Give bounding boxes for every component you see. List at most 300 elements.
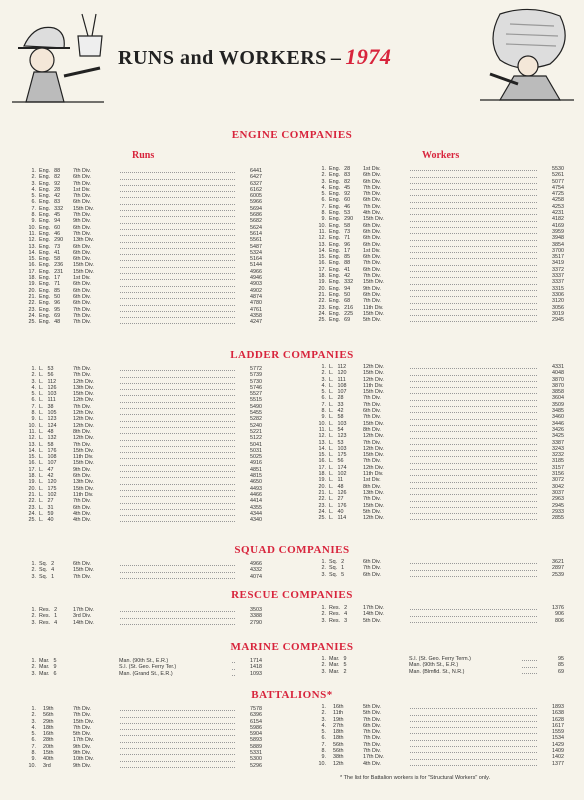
dot-leader: [120, 286, 235, 287]
value: 5025: [250, 454, 262, 461]
value: 1402: [552, 754, 564, 761]
division: 7th Div.: [73, 724, 91, 731]
rank: 22.: [28, 300, 36, 307]
company-type: Eng.: [329, 304, 341, 311]
company-number: 58: [54, 256, 61, 263]
rank: 6.: [321, 197, 326, 204]
company-type: Res.: [329, 617, 341, 624]
value: 3037: [552, 489, 564, 496]
rank: 3.: [321, 716, 326, 723]
company-number: 114: [337, 515, 347, 522]
rank: 1.: [321, 704, 326, 710]
division: 15th Div.: [73, 718, 94, 725]
value: 5221: [250, 428, 262, 435]
rank: 8.: [31, 750, 36, 757]
value: 3387: [552, 439, 564, 446]
company-number: 56th: [333, 748, 344, 755]
value: 6427: [250, 174, 262, 181]
dot-leader: [410, 419, 537, 420]
rank: 6.: [31, 397, 36, 404]
dot-leader: [410, 400, 537, 401]
company-type: L.: [39, 479, 44, 486]
value: 3503: [250, 607, 262, 613]
dot-leader: [410, 456, 537, 457]
company-type: L.: [39, 498, 44, 505]
company-type: L.: [39, 378, 44, 385]
dot-leader: [410, 227, 537, 228]
value: 5746: [250, 384, 262, 391]
rank: 21.: [318, 291, 326, 298]
company-type: L.: [329, 395, 334, 402]
value: 1617: [552, 722, 564, 729]
value: 5515: [250, 397, 262, 404]
division: 7th Div.: [73, 366, 91, 372]
division: 4th Div.: [363, 210, 381, 217]
rank: 4.: [31, 186, 36, 193]
division: 4th Div.: [73, 517, 91, 524]
rank: 2.: [321, 611, 326, 618]
list-item: [314, 618, 564, 624]
rank: 9.: [321, 754, 326, 761]
value: 4247: [250, 319, 262, 326]
dot-leader: [120, 578, 235, 579]
rank: 2.: [321, 370, 326, 377]
division: 12th Div.: [363, 464, 384, 471]
value: 5296: [250, 762, 262, 769]
company-number: 4: [54, 619, 58, 626]
value: 5904: [250, 731, 262, 738]
company-type: Eng.: [329, 317, 341, 324]
dot-leader: [120, 317, 235, 318]
rank: 9.: [31, 218, 36, 225]
value: 3604: [552, 395, 564, 402]
value: 3157: [552, 464, 564, 471]
value: 4815: [250, 473, 262, 480]
value: 3446: [552, 420, 564, 427]
value: 3854: [552, 241, 564, 248]
value: 5986: [250, 724, 262, 731]
company-type: L.: [39, 416, 44, 423]
company-number: 56: [47, 372, 54, 379]
company-number: 5: [53, 658, 57, 664]
company-number: 112: [337, 364, 347, 370]
rank: 11.: [318, 228, 326, 235]
company-type: Eng.: [39, 230, 51, 237]
rank: 22.: [28, 498, 36, 505]
ladder-workers-list: [314, 364, 564, 521]
dot-leader: [120, 254, 235, 255]
value: 4650: [250, 479, 262, 486]
rank: 9.: [321, 414, 326, 421]
dot-leader: [120, 248, 235, 249]
value: 2945: [552, 317, 564, 324]
company-type: L.: [39, 384, 44, 391]
rank: 8.: [31, 212, 36, 219]
dot-leader: [120, 235, 235, 236]
value: 2963: [552, 496, 564, 503]
company-type: L.: [39, 422, 44, 429]
dot-leader: [120, 761, 235, 762]
battalions-workers-list: [314, 704, 564, 767]
dot-leader: [120, 305, 235, 306]
company-number: 4: [51, 567, 55, 574]
rank: 5.: [31, 391, 36, 398]
value: 5031: [250, 447, 262, 454]
company-type: Eng.: [329, 184, 341, 191]
company-number: 41: [344, 266, 351, 273]
rank: 2.: [31, 567, 36, 574]
division: 4th Div.: [363, 760, 381, 767]
rank: 20.: [318, 483, 326, 490]
company-number: 102: [47, 491, 57, 498]
rank: 13.: [318, 241, 326, 248]
dot-leader: [120, 395, 235, 396]
value: 1376: [552, 605, 564, 611]
company-name: [36, 620, 73, 626]
division: 7th Div.: [73, 306, 91, 313]
rank: 3.: [31, 670, 36, 677]
division: 7th Div.: [73, 706, 91, 712]
company-type: L.: [39, 397, 44, 404]
company-type: L.: [39, 441, 44, 448]
company-number: 28: [54, 186, 61, 193]
company-type: L.: [39, 403, 44, 410]
company-number: 92: [54, 180, 61, 187]
value: 3485: [552, 408, 564, 415]
company-type: Eng.: [39, 306, 51, 313]
value: 5694: [250, 205, 262, 212]
rank: 3.: [321, 178, 326, 185]
company-number: 175: [337, 452, 347, 459]
dot-leader: [410, 303, 537, 304]
company-number: 111: [337, 376, 346, 383]
dot-leader: [120, 197, 235, 198]
company-number: 19th: [333, 716, 344, 723]
value: 3460: [552, 414, 564, 421]
rank: 7.: [321, 401, 326, 408]
rank: 11.: [28, 230, 36, 237]
value: 3072: [552, 477, 564, 484]
company-type: Mar.: [39, 670, 50, 677]
rank: 12.: [28, 237, 36, 244]
dot-leader: [120, 465, 235, 466]
division: 7th Div.: [363, 735, 381, 742]
division: 6th Div.: [73, 224, 91, 231]
value: 5614: [250, 230, 262, 237]
company-type: Eng.: [39, 186, 51, 193]
rank: 6.: [321, 735, 326, 742]
division: 12th Div.: [363, 515, 384, 522]
division: S.I. (St. Geo. Ferry Term.): [409, 656, 471, 662]
runs-heading: Runs: [132, 150, 155, 161]
division: 7th Div.: [363, 729, 381, 736]
dot-leader: [410, 622, 537, 623]
rank: 9.: [321, 216, 326, 223]
value: 5282: [250, 416, 262, 423]
dot-leader: [120, 503, 235, 504]
value: 4253: [552, 203, 564, 210]
company-type: Mar.: [329, 662, 340, 669]
division: 17th Div.: [363, 605, 384, 611]
company-number: 103: [337, 420, 347, 427]
value: 1714: [250, 658, 262, 664]
value: 5561: [250, 237, 262, 244]
rank: 4.: [31, 724, 36, 731]
value: 3185: [552, 458, 564, 465]
dot-leader: [120, 572, 235, 573]
value: 4851: [250, 466, 262, 473]
dot-leader: [410, 387, 537, 388]
marine-runs-list: [24, 658, 262, 677]
company-type: Eng.: [329, 235, 341, 242]
division: 15th Div.: [73, 447, 94, 454]
company-type: Eng.: [329, 210, 341, 217]
company-number: 3rd: [43, 762, 51, 769]
rank: 24.: [318, 508, 326, 515]
value: 1409: [552, 748, 564, 755]
division: 5th Div.: [363, 617, 381, 624]
company-number: 1: [54, 613, 58, 620]
dot-leader: [410, 177, 537, 178]
rank: 4.: [321, 722, 326, 729]
division: 9th Div.: [73, 466, 91, 473]
value: 4903: [250, 281, 262, 288]
rank: 1.: [31, 658, 36, 664]
company-number: 18th: [333, 729, 344, 736]
division: 7th Div.: [363, 184, 381, 191]
value: 4946: [250, 275, 262, 282]
company-number: 27: [47, 498, 54, 505]
list-item: [24, 763, 262, 769]
division: 6th Div.: [73, 174, 91, 181]
division: 17th Div.: [363, 754, 384, 761]
rank: 17.: [28, 466, 36, 473]
dot-leader: [120, 383, 235, 384]
dot-leader: [410, 221, 537, 222]
rank: 6.: [31, 737, 36, 744]
dot-leader: [120, 710, 235, 711]
dot-leader: [120, 521, 235, 522]
dot-leader: [120, 370, 235, 371]
dot-leader: [410, 233, 537, 234]
company-type: L.: [329, 426, 334, 433]
company-type: L.: [329, 477, 334, 484]
dot-leader: [120, 490, 235, 491]
division: 15th Div.: [363, 420, 384, 427]
rank: 2.: [31, 664, 36, 671]
value: 4331: [552, 364, 564, 370]
rank: 1.: [321, 559, 326, 565]
company-number: 54: [337, 426, 344, 433]
division: 11th Div.: [73, 491, 94, 498]
rank: 20.: [318, 285, 326, 292]
company-type: Eng.: [39, 287, 51, 294]
company-number: 56th: [333, 741, 344, 748]
company-type: L.: [329, 445, 334, 452]
company-number: 88: [54, 168, 61, 174]
dot-leader: [120, 717, 235, 718]
dot-leader: [410, 616, 537, 617]
company-type: Eng.: [39, 218, 51, 225]
division: 15th Div.: [363, 216, 384, 223]
value: 3621: [552, 559, 564, 565]
company-number: 47: [47, 466, 54, 473]
dot-leader: [410, 708, 537, 709]
company-number: 176: [337, 502, 347, 509]
rank: 14.: [318, 247, 326, 254]
company-number: 124: [47, 422, 57, 429]
company-number: 2: [51, 561, 55, 567]
value: 3858: [552, 389, 564, 396]
company-number: 231: [54, 268, 64, 275]
division: 12th Div.: [73, 416, 94, 423]
value: 4344: [250, 510, 262, 517]
dot-leader: [410, 759, 537, 760]
rank: 2.: [31, 712, 36, 719]
division: 5th Div.: [363, 508, 381, 515]
company-number: 41: [54, 249, 61, 256]
value: 6154: [250, 718, 262, 725]
dot-leader: [410, 189, 537, 190]
dot-leader: [522, 660, 537, 661]
dot-leader: [410, 438, 537, 439]
division: 6th Div.: [73, 199, 91, 206]
company-number: 108: [47, 454, 57, 461]
value: 3156: [552, 471, 564, 478]
rank: 1.: [31, 607, 36, 613]
dot-leader: [120, 323, 235, 324]
dot-leader: [120, 471, 235, 472]
company-number: 17: [54, 275, 61, 282]
company-type: L.: [39, 428, 44, 435]
value: 4231: [552, 210, 564, 217]
value: 1093: [250, 670, 262, 677]
dot-leader: [120, 440, 235, 441]
rank: 1.: [321, 605, 326, 611]
division: 7th Div.: [73, 403, 91, 410]
dot-leader: [410, 381, 537, 382]
rank: 13.: [318, 439, 326, 446]
rank: 10.: [28, 224, 36, 231]
company-number: 28: [337, 395, 344, 402]
rank: 1.: [321, 656, 326, 662]
division: Man. (Grand St., E.R.): [119, 670, 173, 677]
rank: 12.: [28, 435, 36, 442]
division: 11th Div.: [363, 471, 384, 478]
company-number: 95: [54, 306, 61, 313]
value: 6441: [250, 168, 262, 174]
company-number: 73: [344, 228, 351, 235]
division: 7th Div.: [363, 203, 381, 210]
value: 906: [555, 611, 564, 618]
dot-leader: [120, 624, 235, 625]
company-number: 174: [337, 464, 347, 471]
value: 3517: [552, 254, 564, 261]
division: 7th Div.: [73, 312, 91, 319]
company-number: 48: [337, 483, 344, 490]
dot-leader: [410, 214, 537, 215]
company-number: 28: [344, 166, 351, 172]
division: 6th Div.: [363, 266, 381, 273]
dot-leader: [410, 570, 537, 571]
dot-leader: [120, 408, 235, 409]
rank: 15.: [28, 256, 36, 263]
rank: 5.: [31, 731, 36, 738]
division: 12th Div.: [73, 397, 94, 404]
company-type: Eng.: [329, 216, 341, 223]
division: 11th Div.: [363, 304, 384, 311]
value: 3315: [552, 285, 564, 292]
company-type: L.: [329, 370, 334, 377]
rank: 8.: [321, 210, 326, 217]
value: 4332: [250, 567, 262, 574]
division: 17th Div.: [73, 737, 94, 744]
value: 2539: [552, 571, 564, 578]
company-number: 46: [54, 230, 61, 237]
company-number: 69: [344, 317, 351, 324]
division: 12th Div.: [363, 445, 384, 452]
rank: 3.: [31, 718, 36, 725]
dot-leader: [410, 315, 537, 316]
company-number: 11th: [333, 710, 344, 717]
company-type: L.: [39, 447, 44, 454]
company-type: Res.: [39, 607, 51, 613]
rank: 5.: [321, 729, 326, 736]
division: 5th Div.: [363, 317, 381, 324]
rank: 2.: [321, 172, 326, 179]
division: 9th Div.: [73, 743, 91, 750]
company-number: 107: [47, 460, 57, 467]
rank: 6.: [31, 199, 36, 206]
dot-leader: [120, 204, 235, 205]
rank: 8.: [321, 408, 326, 415]
value: 3700: [552, 247, 564, 254]
company-type: L.: [329, 502, 334, 509]
company-number: 6: [53, 670, 57, 677]
division: 11th Div.: [73, 454, 94, 461]
division: 15th Div.: [73, 485, 94, 492]
rank: 10.: [28, 762, 36, 769]
company-type: Eng.: [329, 222, 341, 229]
division: 7th Div.: [73, 573, 91, 580]
division: 15th Div.: [73, 268, 94, 275]
dot-leader: [120, 421, 235, 422]
dot-leader: [410, 290, 537, 291]
dot-leader: [120, 242, 235, 243]
dot-leader: [120, 414, 235, 415]
dot-leader: [120, 565, 235, 566]
rank: 2.: [31, 174, 36, 181]
value: 4414: [250, 498, 262, 505]
division: 4th Div.: [73, 510, 91, 517]
value: 3388: [250, 613, 262, 620]
dot-leader: [522, 667, 537, 668]
rank: 14.: [28, 249, 36, 256]
company-number: 2: [341, 559, 345, 565]
dot-leader: [120, 402, 235, 403]
list-item: [24, 517, 262, 523]
value: 1534: [552, 735, 564, 742]
company-type: Eng.: [39, 174, 51, 181]
dot-leader: [410, 406, 537, 407]
company-name: [36, 574, 73, 580]
rank: 7.: [31, 403, 36, 410]
rescue-runs-list: [24, 607, 262, 626]
value: 3948: [552, 235, 564, 242]
value: 4780: [250, 300, 262, 307]
battalions-runs-list: [24, 706, 262, 769]
rank: 11.: [28, 428, 36, 435]
